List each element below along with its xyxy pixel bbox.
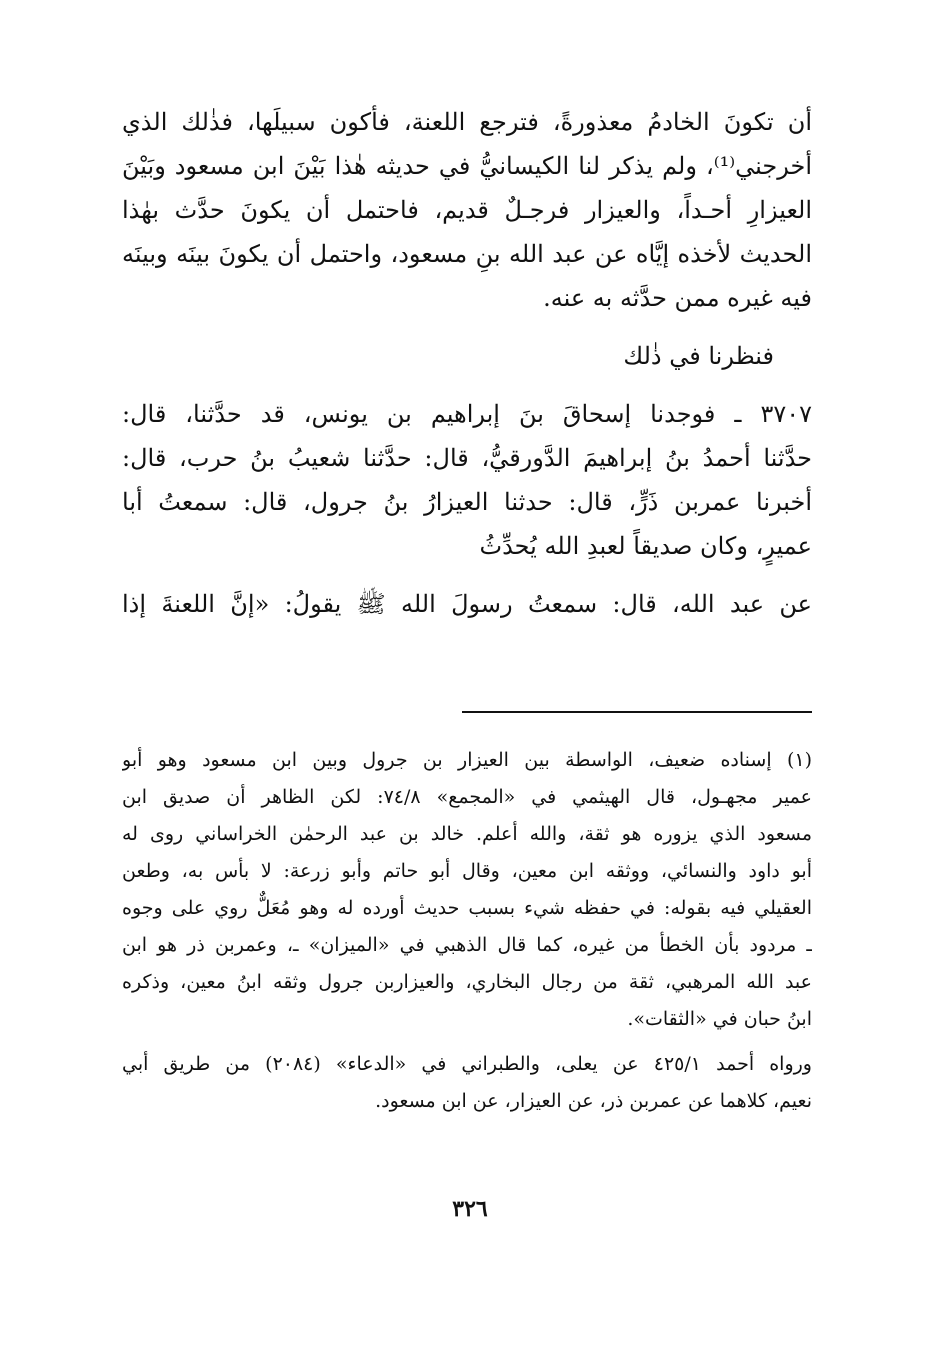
footnote-line: (١) إسناده ضعيف، الواسطة بين العيزار بن جرول وبين ابن مسعود وهو أبو bbox=[122, 749, 812, 771]
footnote-line: أبو داود والنسائي، ووثقه ابن معين، وقال أبو حاتم وأبو زرعة: لا بأس به، وطعن bbox=[122, 860, 812, 882]
footnote-line: ـ مردود بأن الخطأ من غيره، كما قال الذهبي في «الميزان» ـ، وعمربن ذر هو ابن bbox=[122, 934, 812, 956]
main-text bbox=[122, 100, 812, 626]
hadith-line: حدَّثنا أحمدُ بنُ إبراهيمَ الدَّورقيُّ، قال: حدَّثنا شعيبُ بنُ حرب، قال: bbox=[122, 444, 812, 472]
footnote-line: ورواه أحمد ٤٢٥/١ عن يعلى، والطبراني في «الدعاء» (٢٠٨٤) من طريق أبي bbox=[122, 1053, 812, 1075]
hadith-line: عميرٍ، وكان صديقاً لعبدِ الله يُحدِّثُ bbox=[479, 532, 812, 560]
text-line: فيه غيره ممن حدَّثه به عنه. bbox=[543, 284, 812, 312]
footnote-line: العقيلي فيه بقوله: في حفظه شيء بسبب حديث أورده له وهو مُعَلٌّ روي على وجوه bbox=[122, 897, 812, 919]
text-line: الحديث لأخذه إيَّاه عن عبد الله بنِ مسعود، واحتمل أن يكونَ بينَه وبينَه bbox=[122, 240, 812, 268]
footnote-line: ابنُ حبان في «الثقات». bbox=[627, 1008, 812, 1030]
matn-line: عن عبد الله، قال: سمعتُ رسولَ الله ﷺ يقولُ: «إنَّ اللعنةَ إذا bbox=[122, 590, 812, 618]
footnote-line: عمير مجهـول، قال الهيثمي في «المجمع» ٧٤/٨: لكن الظاهر أن صديق ابن bbox=[122, 786, 812, 808]
footnotes bbox=[122, 742, 812, 1120]
footnote-separator bbox=[462, 711, 812, 713]
text-line: العيزارِ أحـداً، والعيزار فرجـلٌ قديم، فاحتمل أن يكونَ حدَّث بهٰذا bbox=[122, 196, 812, 224]
section-heading: فنظرنا في ذٰلك bbox=[623, 342, 774, 370]
footnote-line: عبد الله المرهبي، ثقة من رجال البخاري، والعيزاربن جرول وثقه ابنُ معين، وذكره bbox=[122, 971, 812, 993]
hadith-line: أخبرنا عمربن ذَرٍّ، قال: حدثنا العيزارُ بنُ جرول، قال: سمعتُ أبا bbox=[122, 488, 812, 516]
text-line: أخرجني⁽¹⁾، ولم يذكر لنا الكيسانيُّ في حديثه هٰذا بَيْنَ ابن مسعود وبَيْنَ bbox=[122, 152, 812, 180]
text-line: أن تكونَ الخادمُ معذورةً، فترجع اللعنة، فأكون سبيلَها، فذٰلك الذي bbox=[122, 108, 812, 136]
footnote-line: نعيم، كلاهما عن عمربن ذر، عن العيزار، عن ابن مسعود. bbox=[375, 1090, 812, 1112]
hadith-line: ٣٧٠٧ ـ فوجدنا إسحاقَ بنَ إبراهيم بن يونس، قد حدَّثنا، قال: bbox=[122, 400, 812, 428]
footnote-line: مسعود الذي يزوره هو ثقة، والله أعلم. خالد بن عبد الرحمٰن الخراساني روى له bbox=[122, 823, 812, 845]
page-number: ٣٢٦ bbox=[452, 1196, 488, 1222]
